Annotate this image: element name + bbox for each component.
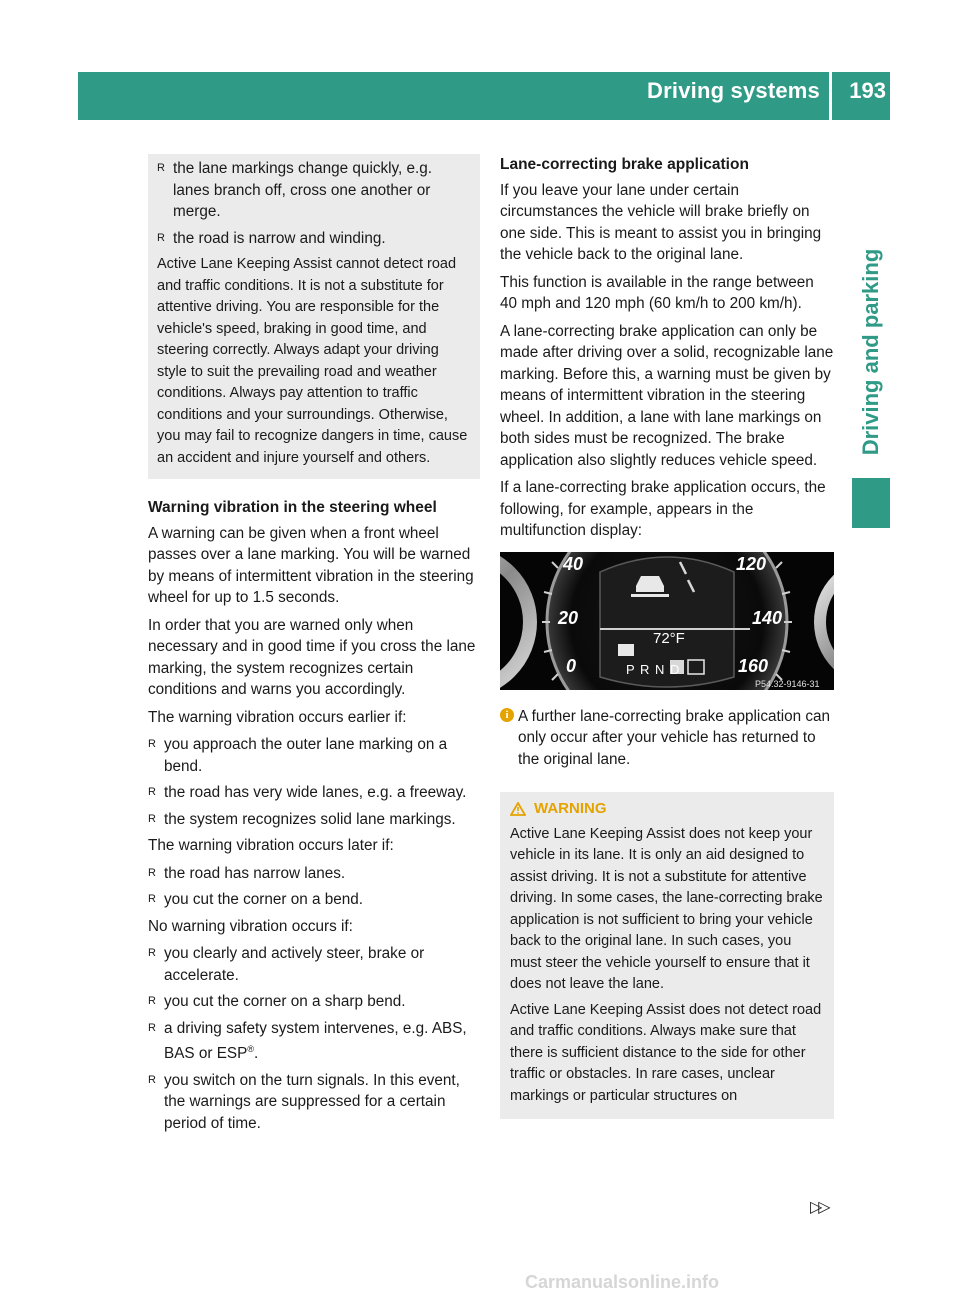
header-separator <box>829 72 832 120</box>
bullet-mark: R <box>148 786 156 798</box>
section-heading: Lane-correcting brake application <box>500 156 749 173</box>
bullet-mark: R <box>148 1073 156 1086</box>
list-item: R you switch on the turn signals. In this event, the warnings are suppressed for a certain period of time. <box>148 1071 460 1132</box>
section-title: Driving systems <box>647 78 820 103</box>
bullet-mark: R <box>148 866 156 879</box>
bullet-mark: R <box>157 162 165 174</box>
gear-indicator: P R N D <box>626 661 681 677</box>
list-intro: No warning vibration occurs if: <box>148 917 353 935</box>
list-intro: The warning vibration occurs later if: <box>148 837 394 854</box>
temperature-readout: 72°F <box>653 629 685 647</box>
note-box <box>148 154 480 479</box>
list-item: R the system recognizes solid lane markings. <box>148 809 480 831</box>
instrument-cluster-illustration <box>500 552 834 690</box>
warning-text: Active Lane Keeping Assist does not keep your vehicle in its lane. It is only an aid designed to assist driving. It is not a substitute for attentive driving. In some cases, the lane-correcting brake application is not sufficient to bring your vehicle back to the original lane. In such cases, you must steer the vehicle yourself to ensure that it does not leave the lane. <box>510 825 823 992</box>
bullet-mark: R <box>148 1021 156 1034</box>
bullet-mark: R <box>148 947 156 959</box>
note-text: Active Lane Keeping Assist cannot detect road and traffic conditions. It is not a substitute for attentive driving. You are responsible for the vehicle's speed, braking in good time, and steering correctly. Always adapt your driving style to suit the prevailing road and weather conditions. Always pay attention to traffic conditions and your surroundings. Otherwise, you may fail to recognize dangers in time, cause an accident and injure yourself and others. <box>157 256 468 466</box>
list-item: R the road has very wide lanes, e.g. a freeway. <box>148 782 480 804</box>
paragraph: If a lane-correcting brake application occurs, the following, for example, appears in the multifunction display: <box>500 479 826 539</box>
speed-label-140: 140 <box>752 607 783 628</box>
speed-label-0: 0 <box>566 655 577 676</box>
continue-marker: ▷▷ <box>810 1199 827 1216</box>
warning-triangle-icon <box>510 802 526 816</box>
left-column <box>148 154 480 1139</box>
paragraph: A warning can be given when a front wheel passes over a lane marking. You will be warned by means of intermittent vibration in the steering wheel for up to 1.5 seconds. <box>148 524 474 606</box>
right-column <box>500 154 834 1119</box>
speed-label-40: 40 <box>563 553 584 574</box>
footer-watermark: Carmanualsonline.info <box>525 1272 720 1292</box>
speed-label-160: 160 <box>738 655 769 676</box>
list-item: R you cut the corner on a sharp bend. <box>148 991 480 1013</box>
bullet-mark: R <box>148 812 156 825</box>
bullet-mark: R <box>148 995 156 1007</box>
speed-label-120: 120 <box>736 553 767 574</box>
list-item: R the lane markings change quickly, e.g. lanes branch off, cross one another or merge. <box>157 160 433 220</box>
info-icon: i <box>500 708 514 722</box>
list-intro: The warning vibration occurs earlier if: <box>148 708 407 726</box>
page-number: 193 <box>849 78 886 103</box>
list-item: R you cut the corner on a bend. <box>148 889 480 911</box>
bullet-mark: R <box>148 893 156 905</box>
chapter-side-label: Driving and parking <box>858 248 883 456</box>
list-item: R a driving safety system intervenes, e.g. ABS, BAS or ESP®. <box>148 1019 467 1063</box>
bullet-mark: R <box>157 231 165 244</box>
paragraph: In order that you are warned only when necessary and in good time if you cross the lane marking, the system recognizes certain conditions and warns you accordingly. <box>148 616 476 698</box>
warning-title: WARNING <box>534 800 607 817</box>
section-heading: Warning vibration in the steering wheel <box>148 499 437 516</box>
paragraph: If you leave your lane under certain circumstances the vehicle will brake briefly on one side. This is meant to assist you in bringing the vehicle back to the original lane. <box>500 181 822 263</box>
figure-id: P54.32-9146-31 <box>755 678 820 689</box>
warning-box <box>500 792 834 1119</box>
info-note: i A further lane-correcting brake application can only occur after your vehicle has returned to the original lane. <box>500 706 834 771</box>
list-item: R you approach the outer lane marking on a bend. <box>148 736 448 775</box>
speed-label-20: 20 <box>558 607 579 628</box>
bullet-mark: R <box>148 738 156 750</box>
list-item: R the road has narrow lanes. <box>148 863 480 885</box>
warning-text: Active Lane Keeping Assist does not detect road and traffic conditions. Always make sure that there is sufficient distance to the side for other traffic or obstacles. In rare cases, unclear markings or particular structures on <box>510 1001 822 1104</box>
header-bar <box>78 72 890 120</box>
list-item: R the road is narrow and winding. <box>157 228 471 250</box>
paragraph: A lane-correcting brake application can only be made after driving over a solid, recognizable lane marking. Before this, a warning must be given by means of intermittent vibration in the steering wheel. In addition, a lane with lane markings on both sides must be recognized. The brake application also slightly reduces vehicle speed. <box>500 322 834 469</box>
paragraph: This function is available in the range between 40 mph and 120 mph (60 km/h to 200 km/h). <box>500 273 814 312</box>
list-item: R you clearly and actively steer, brake or accelerate. <box>148 945 425 984</box>
chapter-tab-marker <box>852 478 890 528</box>
